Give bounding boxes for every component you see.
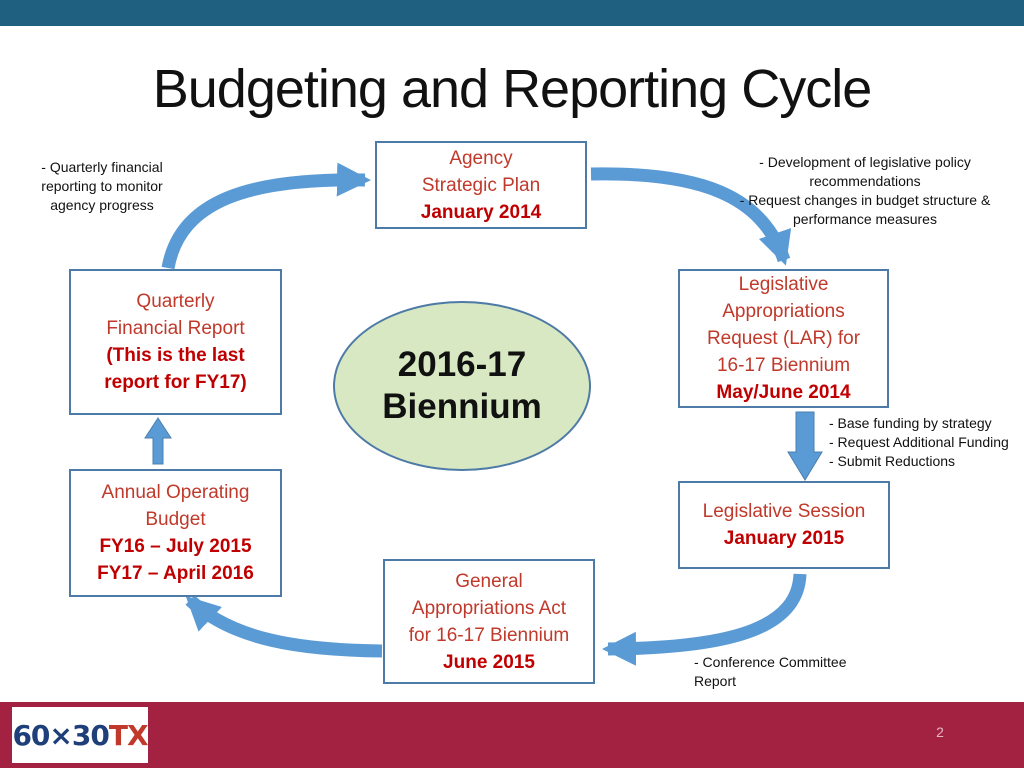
box-lar bbox=[678, 269, 889, 408]
note-policy-line2: recommendations bbox=[809, 173, 921, 189]
logo-text bbox=[12, 719, 147, 752]
note-quarterly-line3: agency progress bbox=[50, 197, 154, 213]
gaa-line3: for 16-17 Biennium bbox=[408, 624, 570, 646]
lar-line2: Appropriations bbox=[722, 301, 845, 322]
note-policy-line4: performance measures bbox=[793, 211, 937, 227]
note-policy-line3: - Request changes in budget structure & bbox=[739, 192, 991, 208]
note-policy-line1: - Development of legislative policy bbox=[759, 154, 971, 170]
arrow-gaa-to-aob bbox=[190, 600, 382, 651]
note-quarterly-line1: - Quarterly financial bbox=[41, 159, 163, 175]
center-line2: Biennium bbox=[382, 387, 542, 426]
box-agency-strategic-plan bbox=[375, 141, 587, 229]
box-quarterly-financial-report bbox=[69, 269, 282, 415]
session-date: January 2015 bbox=[723, 528, 845, 549]
logo-accent: TX bbox=[108, 718, 148, 752]
box-annual-operating-budget bbox=[69, 469, 282, 597]
note-conference-line2: Report bbox=[694, 673, 737, 689]
gaa-line2: Appropriations Act bbox=[411, 597, 567, 619]
agency-line2: Strategic Plan bbox=[421, 174, 541, 196]
center-line1: 2016-17 bbox=[397, 345, 527, 384]
note-conference bbox=[694, 653, 874, 691]
center-biennium bbox=[333, 301, 591, 471]
note-quarterly bbox=[28, 158, 176, 215]
arrow-lar-to-session bbox=[788, 412, 822, 480]
lar-line1: Legislative bbox=[738, 274, 829, 295]
gaa-line1: General bbox=[455, 570, 523, 592]
arrow-aob-to-qfr bbox=[145, 418, 171, 464]
gaa-date: June 2015 bbox=[443, 651, 535, 673]
qfr-line2: Financial Report bbox=[106, 318, 245, 339]
note-funding-line2: - Request Additional Funding bbox=[829, 434, 1009, 450]
aob-line1: Annual Operating bbox=[101, 482, 250, 503]
lar-line3: Request (LAR) for bbox=[706, 328, 861, 349]
arrow-session-to-gaa bbox=[608, 574, 800, 649]
aob-date2: FY17 – April 2016 bbox=[97, 563, 254, 584]
slide-number: 2 bbox=[936, 724, 944, 740]
agency-line1: Agency bbox=[449, 147, 513, 169]
bottom-bar bbox=[0, 702, 1024, 768]
note-conference-line1: - Conference Committee bbox=[694, 654, 847, 670]
note-funding-line1: - Base funding by strategy bbox=[829, 415, 992, 431]
box-general-appropriations-act bbox=[383, 559, 595, 684]
lar-line4: 16-17 Biennium bbox=[716, 355, 851, 376]
page-title: Budgeting and Reporting Cycle bbox=[152, 59, 872, 119]
note-quarterly-line2: reporting to monitor bbox=[41, 178, 163, 194]
logo-60x30tx bbox=[12, 707, 148, 763]
note-policy bbox=[712, 153, 1018, 229]
aob-line2: Budget bbox=[145, 509, 206, 530]
aob-date1: FY16 – July 2015 bbox=[99, 536, 252, 557]
lar-date: May/June 2014 bbox=[716, 382, 851, 403]
note-funding bbox=[829, 414, 1021, 471]
logo-main: 60×30 bbox=[12, 718, 109, 752]
qfr-note1: (This is the last bbox=[106, 345, 245, 366]
qfr-note2: report for FY17) bbox=[104, 372, 247, 393]
box-legislative-session bbox=[678, 481, 890, 569]
arrow-qfr-to-agency bbox=[168, 180, 365, 268]
agency-date: January 2014 bbox=[420, 201, 542, 223]
session-line1: Legislative Session bbox=[702, 501, 866, 522]
qfr-line1: Quarterly bbox=[136, 291, 215, 312]
note-funding-line3: - Submit Reductions bbox=[829, 453, 956, 469]
